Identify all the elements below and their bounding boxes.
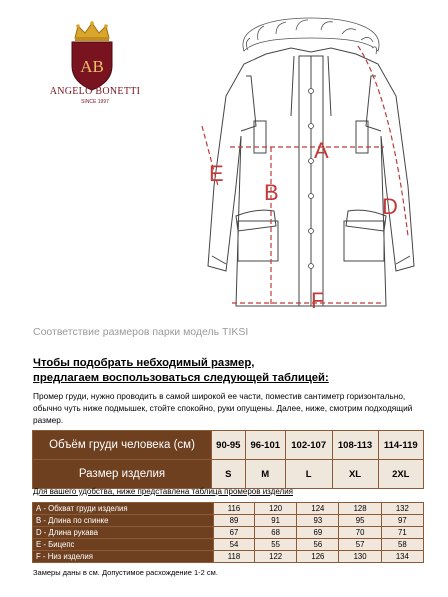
row-label: В - Длина по спинке (33, 515, 214, 527)
chest-cell: 96-101 (245, 431, 285, 460)
table-cell: 118 (214, 551, 255, 563)
parka-diagram (196, 16, 426, 318)
label-f: F (311, 288, 325, 313)
table-row (33, 551, 424, 563)
measure-note: Для вашего удобства, ниже представлена таблица промеров изделия (33, 487, 293, 496)
table-cell: 116 (214, 503, 255, 515)
table-cell: 54 (214, 539, 255, 551)
table-cell: 124 (297, 503, 339, 515)
chest-cell: 90-95 (212, 431, 246, 460)
brand-since: SINCE 1997 (81, 99, 109, 105)
label-d: D (382, 194, 398, 219)
table-cell: 120 (255, 503, 297, 515)
size-table (32, 430, 424, 489)
table-cell: 56 (297, 539, 339, 551)
table-cell: 58 (381, 539, 423, 551)
chest-cell: 102-107 (285, 431, 332, 460)
row-label: D - Длина рукава (33, 527, 214, 539)
monogram: AB (80, 57, 104, 76)
table-cell: 68 (255, 527, 297, 539)
label-e: E (209, 161, 224, 186)
table-cell: 97 (381, 515, 423, 527)
chest-cell: 114-119 (378, 431, 423, 460)
crown-icon (75, 21, 109, 41)
size-cell: M (245, 460, 285, 489)
size-cell: XL (332, 460, 378, 489)
fur-hood (243, 18, 379, 54)
measurements-table (32, 502, 424, 563)
size-cell: 2XL (378, 460, 423, 489)
row-label: Е - Бицепс (33, 539, 214, 551)
table-cell: 91 (255, 515, 297, 527)
footnote: Замеры даны в см. Допустимое расхождение 1-2 см. (33, 568, 218, 577)
table-cell: 70 (339, 527, 381, 539)
intro-heading-line2: предлагаем воспользоваться следующей таблицей: (33, 372, 329, 384)
size-row (33, 460, 424, 489)
intro-heading-line1: Чтобы подобрать небходимый размер, (33, 357, 255, 369)
brand-name: ANGELO BONETTI (49, 86, 141, 97)
size-cell: S (212, 460, 246, 489)
table-row (33, 503, 424, 515)
table-cell: 55 (255, 539, 297, 551)
table-cell: 67 (214, 527, 255, 539)
table-cell: 71 (381, 527, 423, 539)
table-cell: 95 (339, 515, 381, 527)
chest-cell: 108-113 (332, 431, 378, 460)
table-cell: 126 (297, 551, 339, 563)
table-cell: 69 (297, 527, 339, 539)
label-b: B (264, 180, 279, 205)
size-cell: L (285, 460, 332, 489)
chest-row-label: Объём груди человека (см) (33, 431, 212, 460)
table-cell: 93 (297, 515, 339, 527)
row-label: F - Низ изделия (33, 551, 214, 563)
table-cell: 128 (339, 503, 381, 515)
size-row-label: Размер изделия (33, 460, 212, 489)
table-cell: 130 (339, 551, 381, 563)
label-a: A (314, 138, 329, 163)
chest-row (33, 431, 424, 460)
table-cell: 57 (339, 539, 381, 551)
table-cell: 122 (255, 551, 297, 563)
table-cell: 89 (214, 515, 255, 527)
row-label: А - Обхват груди изделия (33, 503, 214, 515)
page-subtitle: Соответствие размеров парки модель TIKSI (33, 326, 249, 338)
intro-paragraph: Промер груди, нужно проводить в самой широкой ее части, поместив сантиметр горизонтально, обычно чуть ниже подмышек, стойте спокойно, руки опущены. Далее, ниже, смотрим подходящий размер. (33, 391, 413, 425)
table-cell: 134 (381, 551, 423, 563)
table-row (33, 515, 424, 527)
table-row (33, 539, 424, 551)
table-cell: 132 (381, 503, 423, 515)
table-row (33, 527, 424, 539)
